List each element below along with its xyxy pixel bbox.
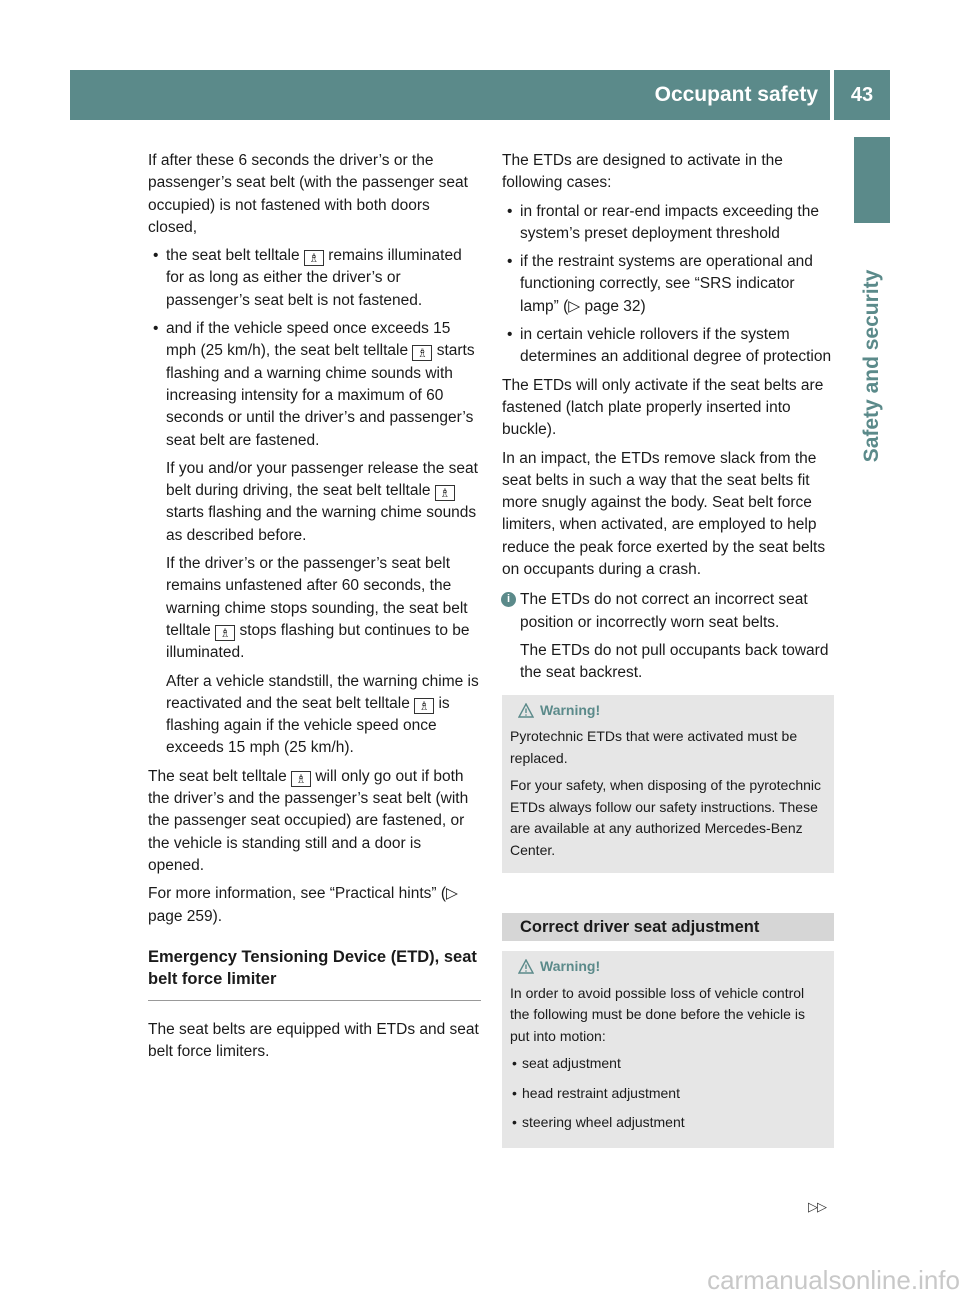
warning-triangle-icon [518,959,534,974]
paragraph: The seat belts are equipped with ETDs and seat belt force limiters. [148,1020,479,1061]
warning-box [502,951,834,1148]
left-column [148,150,481,1069]
warning-list-item: • seat adjustment [510,1053,826,1075]
continued-icon: ▷▷ [808,1199,826,1214]
info-icon: i [501,592,516,607]
paragraph: The ETDs will only activate if the seat belts are fastened (latch plate properly inserted into buckle). [502,376,824,439]
sub-paragraph: If you and/or your passenger release the seat belt during driving, the seat belt telltale ♗ starts flashing and the warning chime sounds as described before. [166,459,478,544]
warning-heading: Warning! [510,956,826,978]
bullet-item: • in frontal or rear-end impacts exceeding the system’s preset deployment threshold [502,201,834,246]
sub-paragraph: After a vehicle standstill, the warning chime is reactivated and the seat belt telltale ♗ is flashing again if the vehicle speed once exceeds 15 mph (25 km/h). [166,672,479,757]
bullet-item: • the seat belt telltale ♗ remains illuminated for as long as either the driver’s or passenger’s seat belt is not fastened. [148,245,481,312]
right-column [502,150,834,1148]
seatbelt-telltale-icon: ♗ [435,485,455,501]
warning-text: For your safety, when disposing of the pyrotechnic ETDs always follow our safety instructions. These are available at any authorized Mercedes-Benz Center. [510,777,822,858]
warning-list-item: • head restraint adjustment [510,1083,826,1105]
info-note: i The ETDs do not correct an incorrect seat position or incorrectly worn seat belts. [502,589,834,634]
chapter-tab-marker [854,137,890,223]
paragraph: In an impact, the ETDs remove slack from the seat belts in such a way that the seat belts fit more snugly against the body. Seat belt force limiters, when activated, are employed to help reduce the peak force exerted by the seat belts on occupants during a crash. [502,449,826,579]
warning-box [502,695,834,874]
intro-paragraph: If after these 6 seconds the driver’s or the passenger’s seat belt (with the passenger seat occupied) is not fastened with both doors closed, [148,152,468,236]
seatbelt-telltale-icon: ♗ [412,345,432,361]
warning-heading: Warning! [510,700,826,722]
paragraph: The ETDs are designed to activate in the following cases: [502,152,783,192]
section-heading: Correct driver seat adjustment [502,913,834,941]
practical-hints-reference[interactable]: For more information, see “Practical hints” (▷ page 259). [148,885,458,925]
sub-paragraph: If the driver’s or the passenger’s seat belt remains unfastened after 60 seconds, the warning chime stops sounding, the seat belt telltale ♗ stops flashing but continues to be illuminated. [166,555,470,662]
paragraph: The seat belt telltale ♗ will only go out if both the driver’s and the passenger’s seat belt (with the passenger seat occupied) are fastened, or the vehicle is standing still and a door is opened. [148,767,469,874]
warning-text: In order to avoid possible loss of vehicle control the following must be done before the vehicle is put into motion: [510,984,805,1044]
chapter-label: Safety and security [860,269,883,463]
page-number: 43 [834,70,890,120]
section-title: Occupant safety [654,83,818,106]
bullet-item: • in certain vehicle rollovers if the system determines an additional degree of protection [502,324,834,369]
seatbelt-telltale-icon: ♗ [414,698,434,714]
seatbelt-telltale-icon: ♗ [215,625,235,641]
info-note-continued: The ETDs do not pull occupants back toward the seat backrest. [520,641,829,682]
bullet-item: • and if the vehicle speed once exceeds 15 mph (25 km/h), the seat belt telltale ♗ starts flashing and a warning chime sounds with increasing intensity for a maximum of 60 seconds or until the driver’s and passenger’s seat belt are fastened. [148,318,481,452]
seatbelt-telltale-icon: ♗ [304,250,324,266]
bullet-item[interactable]: • if the restraint systems are operational and functioning correctly, see “SRS indicator lamp” (▷ page 32) [502,251,834,318]
header-bar [70,70,830,120]
page-ref-icon: ▷ [446,885,458,903]
warning-list-item: • steering wheel adjustment [510,1112,826,1134]
seatbelt-telltale-icon: ♗ [291,771,311,787]
warning-text: Pyrotechnic ETDs that were activated must be replaced. [510,728,798,766]
warning-triangle-icon [518,703,534,718]
page-ref-icon: ▷ [568,297,581,315]
heading-rule [148,1000,481,1001]
etd-heading: Emergency Tensioning Device (ETD), seat belt force limiter [148,947,477,988]
footer-watermark: carmanualsonline.info [707,1265,960,1295]
